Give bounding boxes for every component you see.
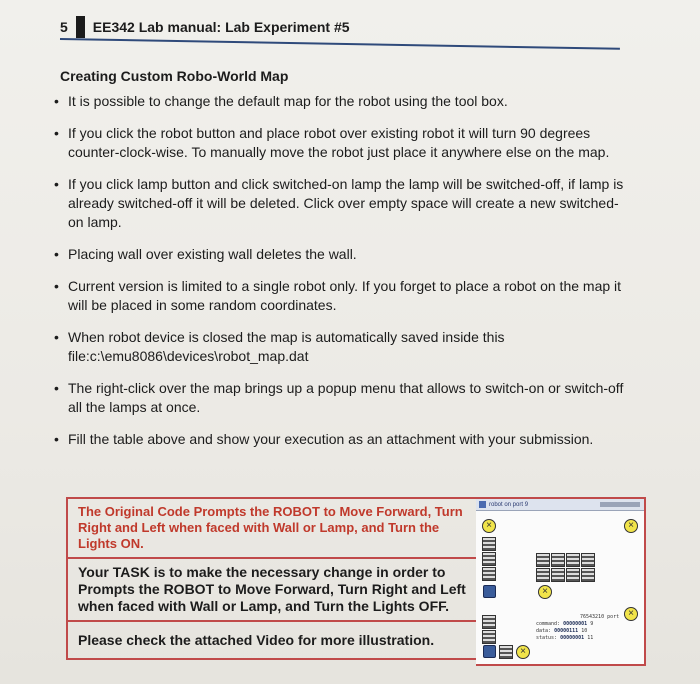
wall-icon <box>566 568 580 582</box>
bullet-list <box>52 92 627 462</box>
wall-icon <box>482 630 496 644</box>
list-item: • Fill the table above and show your execution as an attachment with your submission. <box>54 431 594 447</box>
port-readout <box>536 614 619 642</box>
lamp-icon: × <box>482 519 496 533</box>
lamp-icon: × <box>624 607 638 621</box>
port-row-number: 10 <box>581 628 588 634</box>
wall-icon <box>551 553 565 567</box>
video-note-cell: Please check the attached Video for more illustration. <box>78 632 435 648</box>
port-row-label: data: <box>536 628 552 634</box>
list-item: • It is possible to change the default map for the robot using the tool box. <box>54 93 508 109</box>
port-row-label: command: <box>536 621 561 627</box>
robot-icon <box>483 585 496 598</box>
list-item: • Placing wall over existing wall deletes the wall. <box>54 246 357 262</box>
port-row-bits: 00000001 <box>563 621 588 627</box>
port-row-number: 11 <box>587 635 594 641</box>
window-icon <box>479 501 486 508</box>
wall-icon <box>482 567 496 581</box>
list-item: • When robot device is closed the map is automatically saved inside this file:c:\emu8086\devices\robot_map.dat <box>54 329 505 364</box>
bit-header: 76543210 <box>580 614 605 620</box>
wall-icon <box>581 568 595 582</box>
lamp-icon: × <box>624 519 638 533</box>
task-cell: Your TASK is to make the necessary change in order to Prompts the ROBOT to Move Forward, Turn Right and Left when faced with Wall or Lamp, and Turn the Lights OFF. <box>68 559 478 622</box>
robot-window-titlebar <box>476 499 644 511</box>
header-bar <box>76 16 85 38</box>
wall-icon <box>566 553 580 567</box>
port-row-bits: 00000111 <box>554 628 579 634</box>
port-row-bits: 00000001 <box>560 635 585 641</box>
lamp-icon: × <box>516 645 530 659</box>
lamp-icon: × <box>538 585 552 599</box>
original-code-cell: The Original Code Prompts the ROBOT to Move Forward, Turn Right and Left when faced with Wall or Lamp, and Turn the Lights ON. <box>68 499 478 559</box>
list-item: • If you click lamp button and click switched-on lamp the lamp will be switched-off, if lamp is already switched-off it will be deleted. Click over empty space will create a new switched-on lamp. <box>54 176 624 230</box>
wall-icon <box>536 553 550 567</box>
robot-icon <box>483 645 496 658</box>
port-row-label: status: <box>536 635 558 641</box>
wall-icon <box>581 553 595 567</box>
list-item: • If you click the robot button and place robot over existing robot it will turn 90 degrees counter-clock-wise. To manually move the robot just place it anywhere else on the map. <box>54 125 610 160</box>
wall-icon <box>499 645 513 659</box>
task-table <box>66 497 480 660</box>
wall-icon <box>536 568 550 582</box>
page-number: 5 <box>60 19 68 35</box>
wall-icon <box>482 615 496 629</box>
wall-icon <box>482 552 496 566</box>
wall-icon <box>551 568 565 582</box>
list-item: • The right-click over the map brings up a popup menu that allows to switch-on or switch-off all the lamps at once. <box>54 380 624 415</box>
robot-window-title: robot on port 9 <box>489 501 529 508</box>
window-controls <box>600 502 640 507</box>
page-header-title: EE342 Lab manual: Lab Experiment #5 <box>92 19 350 35</box>
page-header <box>60 14 350 40</box>
port-row-number: 9 <box>590 621 594 627</box>
list-item: • Current version is limited to a single robot only. If you forget to place a robot on the map it will be placed in some random coordinates. <box>54 278 622 313</box>
section-title: Creating Custom Robo-World Map <box>60 68 289 84</box>
robot-map-screenshot <box>476 497 646 666</box>
port-header: port <box>607 614 620 620</box>
wall-icon <box>482 537 496 551</box>
